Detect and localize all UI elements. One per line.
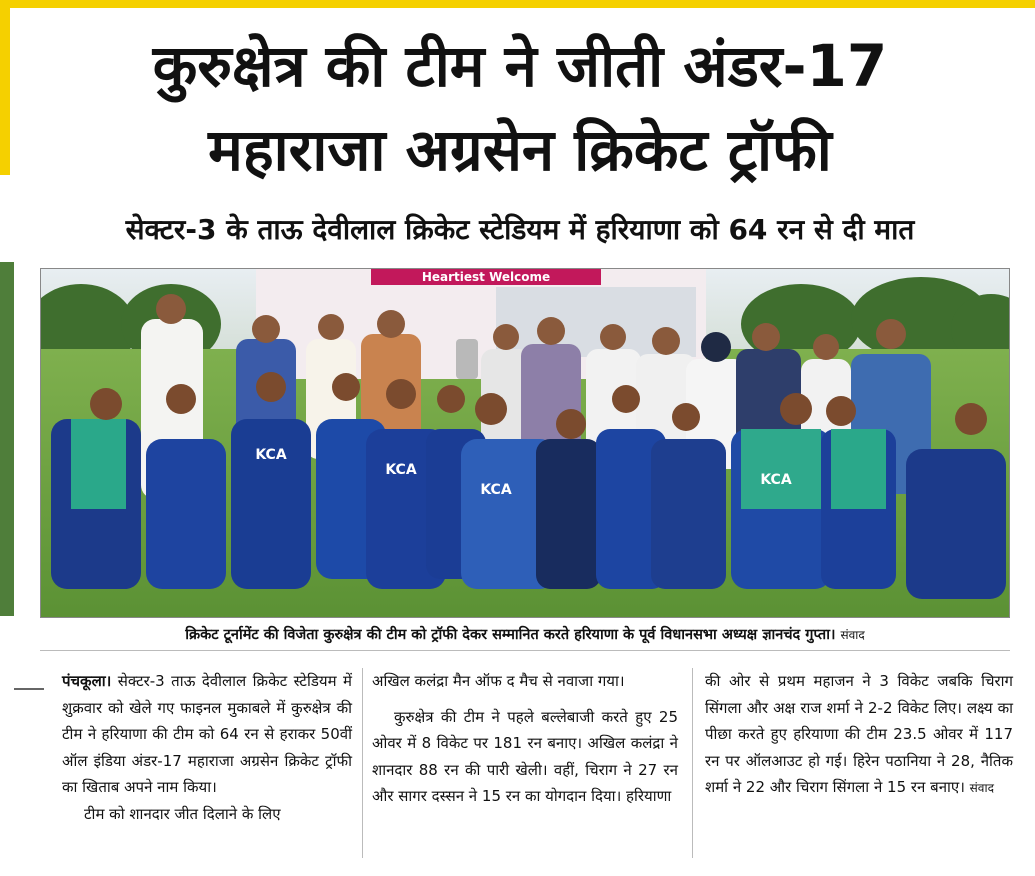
subheadline: सेक्टर-3 के ताऊ देवीलाल क्रिकेट स्टेडियम में हरियाणा को 64 रन से दी मात xyxy=(125,213,915,246)
headline-line-2: महाराजा अग्रसेन क्रिकेट ट्रॉफी xyxy=(208,116,832,184)
caption-divider xyxy=(40,650,1010,651)
byline-credit: संवाद xyxy=(969,781,994,795)
jersey-text-2: KCA xyxy=(385,462,417,478)
jersey-text-4: KCA xyxy=(760,472,792,488)
article-paragraph: कुरुक्षेत्र की टीम ने पहले बल्लेबाजी करते हुए 25 ओवर में 8 विकेट पर 181 रन बनाए। अखिल कलंद्रा ने शानदार 88 रन की पारी खेली। वहीं, चिराग ने 27 रन और सागर दस्सन ने 15 रन का योगदान दिया। हरियाणा xyxy=(372,707,678,805)
team-photo-illustration xyxy=(41,269,1010,618)
jersey-text: KCA xyxy=(255,447,287,463)
team-photo xyxy=(40,268,1010,618)
yellow-accent-left xyxy=(0,0,10,175)
column-divider xyxy=(362,668,363,858)
article-column-1 xyxy=(62,668,352,827)
paragraph-text: सेक्टर-3 ताऊ देवीलाल क्रिकेट स्टेडियम में शुक्रवार को खेले गए फाइनल मुकाबले में कुरुक्षेत्र की टीम ने हरियाणा की टीम को 64 रन से हराकर 50वीं ऑल इंडिया अंडर-17 महाराजा अग्रसेन क्रिकेट ट्रॉफी का खिताब अपने नाम किया। xyxy=(62,672,352,796)
paragraph-text: की ओर से प्रथम महाजन ने 3 विकेट जबकि चिराग सिंगला और अक्ष राज शर्मा ने 2-2 विकेट लिए। लक्ष्य का पीछा करते हुए हरियाणा की टीम 23.5 ओवर में 117 रन पर ऑलआउट हो गई। हिरेन पठानिया ने 28, नैतिक शर्मा ने 22 और चिराग सिंगला ने 15 रन बनाए। xyxy=(705,672,1013,796)
article-paragraph: अखिल कलंद्रा मैन ऑफ द मैच से नवाजा गया। xyxy=(372,672,625,690)
caption-credit: संवाद xyxy=(840,628,865,642)
jersey-text-3: KCA xyxy=(480,482,512,498)
adjacent-photo-edge xyxy=(0,262,14,616)
article-paragraph: टीम को शानदार जीत दिलाने के लिए xyxy=(84,804,281,823)
yellow-accent-top xyxy=(0,0,1035,8)
photo-caption xyxy=(40,622,1010,648)
headline-line-1: कुरुक्षेत्र की टीम ने जीती अंडर-17 xyxy=(152,32,888,100)
article-column-2 xyxy=(372,668,678,810)
dateline: पंचकूला। xyxy=(62,672,112,690)
article-column-3 xyxy=(705,668,1013,802)
article-paragraph xyxy=(62,668,352,801)
caption-text: क्रिकेट टूर्नामेंट की विजेता कुरुक्षेत्र की टीम को ट्रॉफी देकर सम्मानित करते हरियाणा के पूर्व विधानसभा अध्यक्ष ज्ञानचंद गुप्ता। xyxy=(185,627,836,643)
column-marker xyxy=(14,688,44,690)
backdrop-banner-text: Heartiest Welcome xyxy=(421,270,551,284)
article-paragraph xyxy=(705,668,1013,802)
column-divider xyxy=(692,668,693,858)
